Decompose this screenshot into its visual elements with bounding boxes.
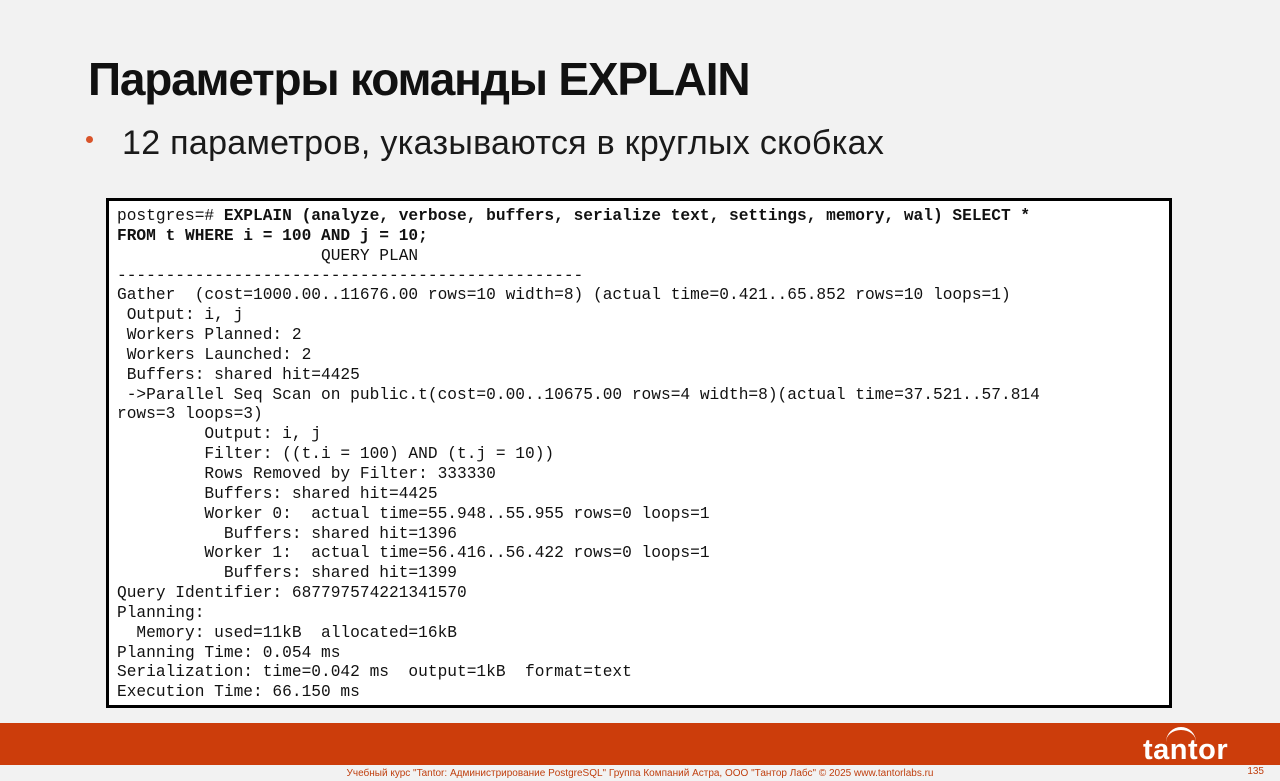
- plan-line: Gather (cost=1000.00..11676.00 rows=10 width=8) (actual time=0.421..65.852 rows=10 loops=1): [117, 286, 1011, 305]
- page-number: 135: [1247, 766, 1264, 777]
- plan-line: Memory: used=11kB allocated=16kB: [117, 623, 457, 642]
- plan-line: Planning:: [117, 603, 205, 622]
- plan-line: Buffers: shared hit=4425: [117, 484, 438, 503]
- footer-text: Учебный курс "Tantor: Администрирование PostgreSQL" Группа Компаний Астра, ООО "Тантор Лабс" © 2025 www.tantorlabs.ru: [346, 768, 934, 779]
- plan-line: ->Parallel Seq Scan on public.t(cost=0.00..10675.00 rows=4 width=8)(actual time=37.521..57.814: [117, 385, 1040, 404]
- code-block: [106, 198, 1172, 708]
- plan-line: Execution Time: 66.150 ms: [117, 683, 360, 702]
- plan-line: Output: i, j: [117, 425, 321, 444]
- plan-line: Buffers: shared hit=1396: [117, 524, 457, 543]
- plan-line: Serialization: time=0.042 ms output=1kB format=text: [117, 663, 632, 682]
- plan-line: Query Identifier: 687797574221341570: [117, 584, 467, 603]
- bullet-text: 12 параметров, указываются в круглых скобках: [122, 124, 885, 162]
- plan-line: Buffers: shared hit=4425: [117, 365, 360, 384]
- plan-line: Buffers: shared hit=1399: [117, 564, 457, 583]
- plan-line: Workers Planned: 2: [117, 326, 302, 345]
- command-line-2: FROM t WHERE i = 100 AND j = 10;: [117, 226, 428, 245]
- psql-prompt: postgres=#: [117, 207, 224, 225]
- explain-command-part1: EXPLAIN (analyze, verbose, buffers, serialize text, settings, memory, wal) SELECT *: [223, 207, 1031, 225]
- plan-line: Workers Launched: 2: [117, 345, 312, 364]
- plan-line: Planning Time: 0.054 ms: [117, 643, 341, 662]
- plan-line: ------------------------------------------------: [117, 266, 584, 285]
- plan-line: rows=3 loops=3): [117, 405, 263, 424]
- footer-band: [0, 723, 1280, 765]
- plan-line: Output: i, j: [117, 306, 244, 325]
- plan-line: Rows Removed by Filter: 333330: [117, 464, 496, 483]
- plan-line: QUERY PLAN: [117, 246, 419, 265]
- slide-title: Параметры команды EXPLAIN: [88, 53, 750, 105]
- bullet-icon: [86, 136, 93, 143]
- plan-line: Filter: ((t.i = 100) AND (t.j = 10)): [117, 445, 555, 464]
- plan-line: Worker 0: actual time=55.948..55.955 rows=0 loops=1: [117, 504, 710, 523]
- command-line-1: [117, 207, 1161, 227]
- query-plan-output: [117, 247, 1161, 703]
- plan-line: Worker 1: actual time=56.416..56.422 rows=0 loops=1: [117, 544, 710, 563]
- tantor-logo: tantor: [1143, 734, 1229, 766]
